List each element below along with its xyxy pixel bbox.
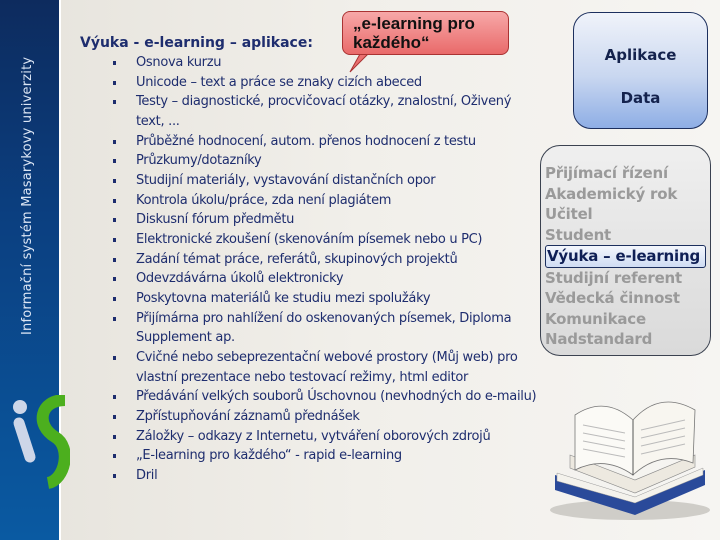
list-item: Kontrola úkolu/práce, zda není plagiátem bbox=[113, 191, 538, 211]
books-illustration bbox=[535, 375, 715, 525]
nav-data[interactable]: Data bbox=[620, 89, 661, 107]
section-item[interactable]: Vědecká činnost bbox=[545, 289, 680, 307]
section-item[interactable]: Přijímací řízení bbox=[545, 164, 668, 182]
list-item: Odevzdávárna úkolů elektronicky bbox=[113, 269, 538, 289]
list-item: Zadání témat práce, referátů, skupinových projektů bbox=[113, 250, 538, 270]
list-item: Osnova kurzu bbox=[113, 53, 538, 73]
is-logo bbox=[10, 395, 70, 490]
nav-aplikace[interactable]: Aplikace bbox=[604, 46, 677, 64]
section-item[interactable]: Student bbox=[545, 225, 612, 244]
sidebar bbox=[0, 0, 61, 540]
list-item: Průběžné hodnocení, autom. přenos hodnocení z testu bbox=[113, 132, 538, 152]
list-item: Unicode – text a práce se znaky cizích abeced bbox=[113, 73, 538, 93]
list-item: Dril bbox=[113, 466, 538, 486]
list-item: Průzkumy/dotazníky bbox=[113, 151, 538, 171]
list-item: „E-learning pro každého“ - rapid e-learning bbox=[113, 446, 538, 466]
section-item[interactable]: Studijní referent bbox=[545, 268, 683, 287]
section-item[interactable]: Učitel bbox=[545, 205, 593, 223]
list-item: Elektronické zkoušení (skenováním písemek nebo u PC) bbox=[113, 230, 538, 250]
list-item: Diskusní fórum předmětu bbox=[113, 210, 538, 230]
section-item[interactable]: Nadstandard bbox=[545, 330, 653, 348]
section-item[interactable]: Akademický rok bbox=[545, 184, 678, 203]
nav-box bbox=[573, 12, 708, 129]
callout-tail bbox=[340, 52, 380, 76]
list-item: Cvičné nebo sebeprezentační webové prostory (Můj web) pro vlastní prezentace nebo testovací režimy, html editor bbox=[113, 348, 538, 387]
callout-bubble: „e-learning pro každého“ bbox=[342, 11, 509, 55]
sidebar-title: Informační systém Masarykovy univerzity bbox=[20, 56, 35, 335]
list-item: Přijímárna pro nahlížení do oskenovaných písemek, Diploma Supplement ap. bbox=[113, 309, 538, 348]
section-menu bbox=[540, 145, 711, 356]
feature-list bbox=[113, 53, 538, 486]
list-item: Předávání velkých souborů Úschovnou (nevhodných do e-mailu) bbox=[113, 387, 538, 407]
list-item: Zpřístupňování záznamů přednášek bbox=[113, 407, 538, 427]
list-item: Poskytovna materiálů ke studiu mezi spolužáky bbox=[113, 289, 538, 309]
list-item: Studijní materiály, vystavování distančních opor bbox=[113, 171, 538, 191]
section-item[interactable]: Komunikace bbox=[545, 309, 646, 328]
list-item: Záložky – odkazy z Internetu, vytváření oborových zdrojů bbox=[113, 427, 538, 447]
slide-title: Výuka - e-learning – aplikace: bbox=[80, 35, 313, 51]
section-item-selected[interactable]: Výuka – e-learning bbox=[545, 245, 706, 268]
list-item: Testy – diagnostické, procvičovací otázky, znalostní, Oživený text, ... bbox=[113, 92, 538, 131]
